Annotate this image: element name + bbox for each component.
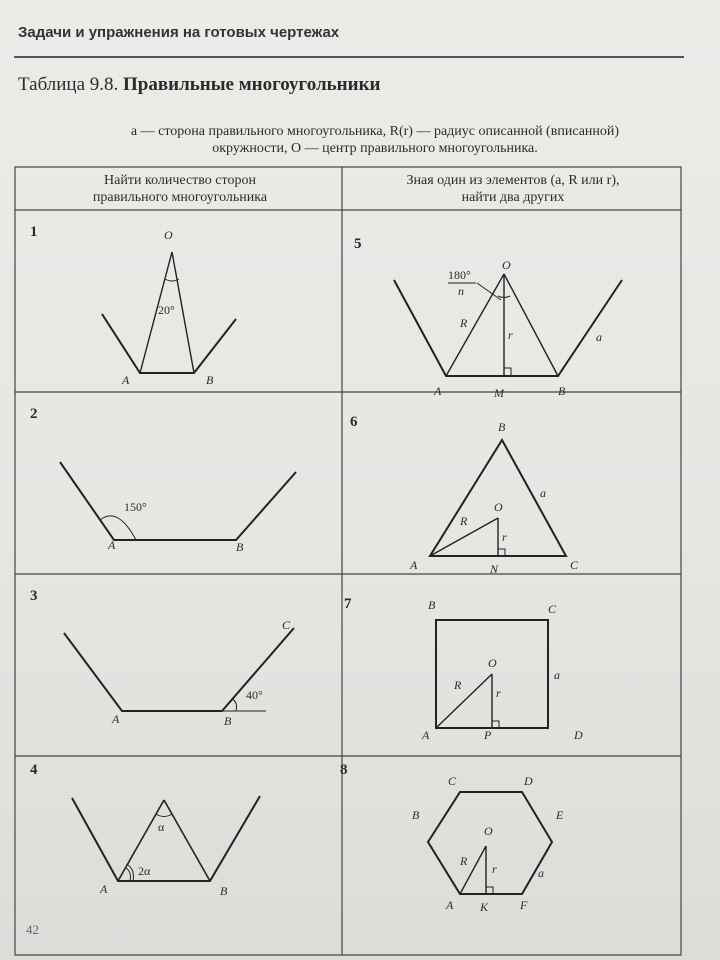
fig4-label-A: A [100, 882, 108, 896]
fig5-label-O: O [502, 258, 511, 272]
page-number: 42 [26, 922, 39, 937]
cell-number-6: 6 [350, 414, 358, 430]
figure-8 [428, 792, 552, 894]
fig8-label-A: A [446, 898, 454, 912]
fig6-label-N: N [490, 562, 499, 576]
fig1-label-O: O [164, 228, 173, 242]
fig8-label-r: r [492, 862, 497, 876]
fig8-label-C: C [448, 774, 457, 788]
fig7-label-R: R [454, 678, 462, 692]
fig2-label-B: B [236, 540, 244, 554]
table-label: Таблица 9.8. [18, 74, 119, 95]
fig8-label-E: E [556, 808, 564, 822]
table-name: Правильные многоугольники [123, 74, 381, 95]
fig5-label-B: B [558, 384, 566, 398]
fig8-label-F: F [520, 898, 528, 912]
fig4-two-alpha-label: 2α [138, 864, 151, 878]
fig3-label-B: B [224, 714, 232, 728]
fig3-angle-label: 40° [246, 688, 263, 702]
cell-number-4: 4 [30, 762, 38, 778]
cell-number-2: 2 [30, 406, 38, 422]
column-header-right: Зная один из элементов (a, R или r), найти два других [406, 173, 620, 205]
fig8-label-D: D [524, 774, 533, 788]
figure-4 [72, 796, 260, 881]
fig5-label-R: R [460, 316, 468, 330]
fig5-label-r: r [508, 328, 513, 342]
fig6-label-A: A [410, 558, 418, 572]
fig6-label-r: r [502, 530, 507, 544]
fig2-angle-label: 150° [124, 500, 147, 514]
fig5-frac-numerator: 180° [448, 268, 471, 282]
fig5-label-A: A [434, 384, 442, 398]
column-header-left: Найти количество сторон правильного многоугольника [92, 173, 268, 205]
fig4-label-B: B [220, 884, 228, 898]
cell-number-3: 3 [30, 588, 38, 604]
header-rule [14, 56, 684, 58]
caption-line-2: окружности, O — центр правильного многоугольника. [212, 141, 538, 156]
table-border [15, 167, 681, 955]
problem-table [14, 166, 682, 956]
cell-number-1: 1 [30, 224, 38, 240]
fig5-label-M: M [494, 386, 504, 400]
fig4-alpha-label: α [158, 820, 165, 834]
fig7-label-a: a [554, 668, 560, 682]
fig7-label-A: A [422, 728, 430, 742]
cell-number-5: 5 [354, 236, 362, 252]
fig3-label-C: C [282, 618, 291, 632]
cell-number-8: 8 [340, 762, 348, 778]
table-caption [70, 123, 680, 157]
fig1-angle-label: 20° [158, 303, 175, 317]
figure-7 [436, 620, 548, 728]
fig6-label-a: a [540, 486, 546, 500]
fig8-label-R: R [460, 854, 468, 868]
fig1-label-A: A [122, 373, 130, 387]
fig6-label-R: R [460, 514, 468, 528]
figure-5 [394, 274, 622, 376]
figure-2 [60, 462, 296, 540]
fig7-label-P: P [484, 728, 492, 742]
caption-line-1: a — сторона правильного многоугольника, R(r) — радиус описанной (вписанной) [130, 124, 620, 139]
table-title [18, 74, 380, 96]
table-drawing [14, 166, 682, 956]
fig7-label-O: O [488, 656, 497, 670]
running-header: Задачи и упражнения на готовых чертежах [18, 24, 340, 41]
fig7-label-D: D [574, 728, 583, 742]
fig8-label-O: O [484, 824, 493, 838]
fig6-label-C: C [570, 558, 579, 572]
fig8-label-B: B [412, 808, 420, 822]
fig3-label-A: A [112, 712, 120, 726]
fig5-frac-denominator: n [458, 284, 464, 298]
fig7-label-C: C [548, 602, 557, 616]
fig2-label-A: A [108, 538, 116, 552]
fig7-label-B: B [428, 598, 436, 612]
fig5-label-a: a [596, 330, 602, 344]
fig8-label-a: a [538, 866, 544, 880]
fig7-label-r: r [496, 686, 501, 700]
fig8-label-K: K [480, 900, 489, 914]
fig6-label-B: B [498, 420, 506, 434]
fig6-label-O: O [494, 500, 503, 514]
cell-number-7: 7 [344, 596, 352, 612]
fig1-label-B: B [206, 373, 214, 387]
